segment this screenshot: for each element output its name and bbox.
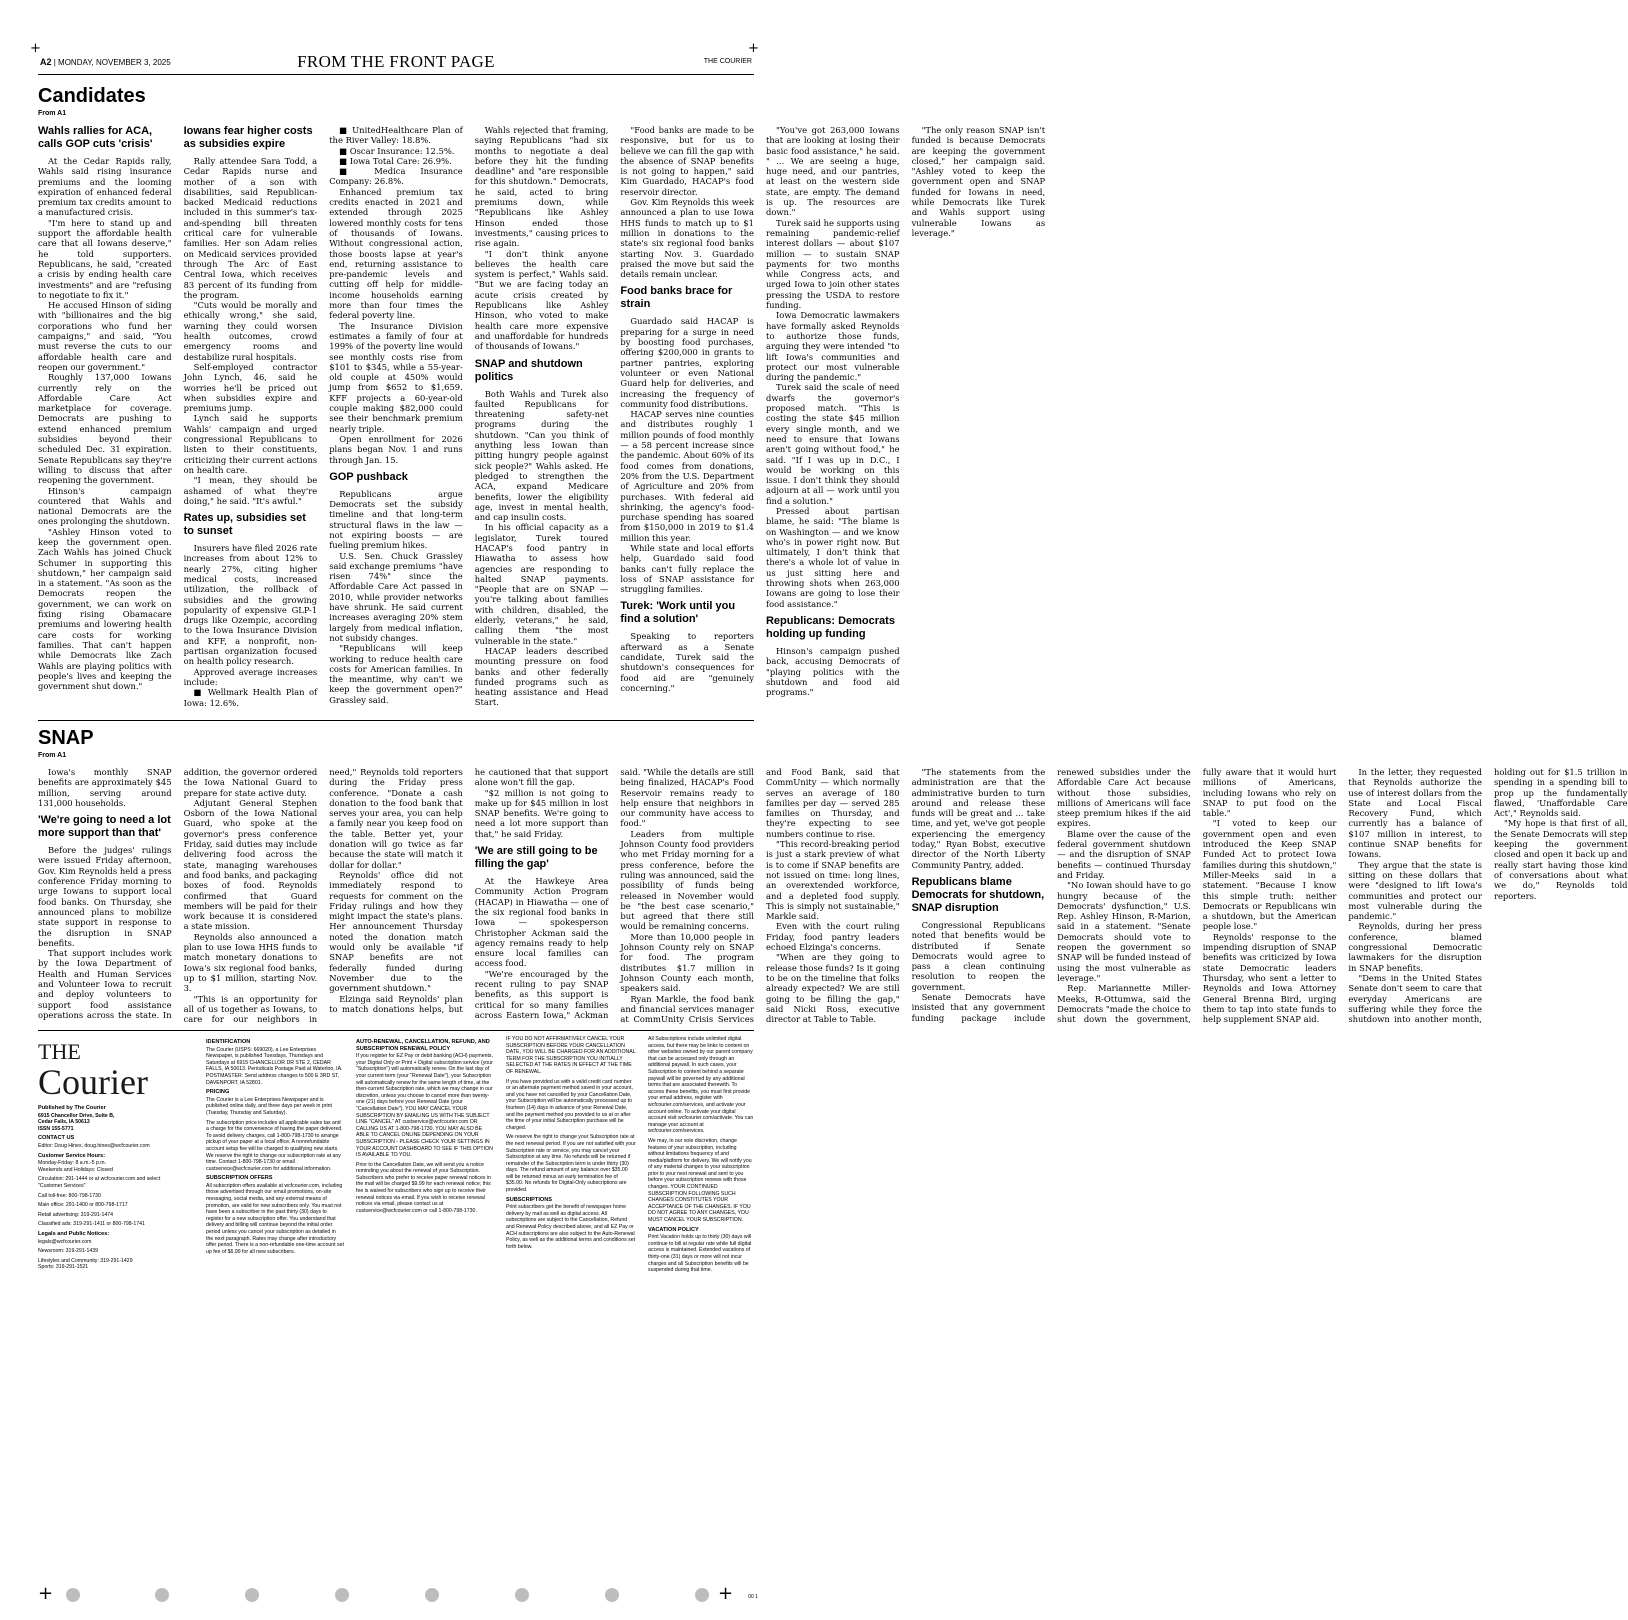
registration-dot [425,1588,439,1602]
paragraph: "I don't think anyone believes the health care system is perfect," Wahls said. "But we are facing today an acute crisis created by Republicans like Ashley Hinson, who voted to make health care more expensive and unaffordable for hundreds of thousands of Iowans." [474,248,609,352]
registration-dot [695,1588,709,1602]
paragraph: "My hope is that first of all, the Senate Democrats will step keeping the government closed and open it back up and really start having those kind of conversations about what we do," Reynolds told reporters. [1493,818,1628,901]
registration-dot [515,1588,529,1602]
renewal-column [506,1036,636,1253]
newsroom: Newsroom: 319-291-1439 [38,1248,98,1255]
header-left: A2 | MONDAY, NOVEMBER 3, 2025 [40,57,171,67]
paragraph: Iowa Democratic lawmakers have formally asked Reynolds to authorize those funds, arguing they were intended "to lift Iowa's communities and protect our most vulnerable during the pandemic." [765,310,900,383]
address: 6915 Chancellor Drive, Suite B, Cedar Falls, IA 50613 ISSN 155-5771 [38,1112,115,1132]
paragraph: "No Iowan should have to go hungry because of the Democrats' dysfunction," U.S. Rep. Ashley Hinson, R-Marion, said in a statement. "Senate Democrats should vote to reopen the government so SNAP will be funded instead of using the most vulnerable as leverage." [1057,880,1191,983]
subhead: Rates up, subsidies set to sunset [183,512,306,538]
paragraph: Self-employed contractor John Lynch, 46, said he worries he'll be priced out when subsidies expire and premiums jump. [183,361,318,414]
paragraph: In the letter, they requested that Reynolds authorize the use of interest dollars from the State and Local Fiscal Recovery Fund, which currently has a balance of $107 million in interest, to continue SNAP benefits for Iowans. [1348,767,1482,860]
subscriptions-text: Print subscribers get the benefit of newspaper home delivery by mail as well as digital access. All subscriptions are subject to the Cancellation, Refund and Renewal Policy described above, and all EZ Pay or ACH subscriptions are also subject to the Auto-Renewal Policy, as well as the additional terms and conditions set forth below. [506,1204,636,1250]
vacation-text: Print Vacation holds up to thirty (30) days will continue to bill at regular rate while full digital access is maintained. Extended vacations of thirty-one (31) days or more will not incur charges and all Subscription benefits will be suspended during that time. [648,1234,752,1274]
paragraph: "We're encouraged by the recent ruling to pay SNAP benefits, as this support is critical for so many families across Eastern Iowa," Ackman said. "While the details are still being finalized, HACAP's Food Reservoir remains ready to help ensure that neighbors in our community have access to food." [474,767,754,1020]
paragraph: Lynch said he supports Wahls' campaign and urged congressional Republicans to listen to their constituents, criticizing their current actions on health care. [183,413,318,475]
paragraph: Republicans argue Democrats set the subsidy timeline and that long-term structural flaws in the law — not expiring boosts — are fueling premium hikes. [329,488,463,551]
lifestyles: Lifestyles and Community: 319-291-1429 Sports: 319-291-1521 [38,1257,133,1271]
candidates-story [38,84,1046,714]
paragraph: "This is an opportunity for all of us together as Iowans, to care for our neighbors in need," Reynolds told reporters during the Friday press conference. "Donate a cash donation to the food bank that serves your area, you can help a family near you keep food on the table. Better yet, your donation will go twice as far because the state will match it dollar for dollar." [183,767,463,1025]
paragraph: "You've got 263,000 Iowans that are looking at losing their basic food assistance," he said. " ... We are seeing a huge, huge need, and our pantries, at least on the western side state, are empty. The demand is up. The resources are down." [765,125,900,218]
paragraph: Both Wahls and Turek also faulted Republicans for threatening safety-net programs during the shutdown. "Can you think of anything less Iowan than pitting hungry people against sick people?" Wahls asked. He pledged to strengthen the ACA, expand Medicare benefits, lower the eligibility age, invest in mental health, and cap insulin costs. [474,388,609,523]
pricing-text: The subscription price includes all applicable sales tax and a charge for the convenience of having the paper delivered. To avoid delivery charges, call 1-800-798-1730 to arrange pickup of your paper at a local office. A nonrefundable account setup fee will be charged to qualifying new starts. We reserve the right to change our subscription rate at any time. Contact 1-800-798-1730 or email custservice@wcfcourier.com for additional information. [206,1119,343,1172]
paragraph: Congressional Republicans noted that benefits would be distributed if Senate Democrats would agree to pass a clean continuing resolution to reopen the government. [911,919,1046,992]
paragraph: Turek said he supports using remaining pandemic-relief interest dollars — about $107 million — to sustain SNAP payments for two months while Congress acts, and urged Iowa to join other states pressing the USDA to restore funding. [765,217,900,311]
paragraph: Senate Democrats have insisted that any government funding package include renewed subsidies under the Affordable Care Act because without those subsidies, millions of Americans will face steep premium hikes if the aid expires. [911,767,1191,1023]
offers-heading: SUBSCRIPTION OFFERS [206,1175,273,1182]
paragraph: The Insurance Division estimates a family of four at 199% of the poverty line would see monthly costs rise from $101 to $345, while a 55-year-old couple at 450% would jump from $652 to $1,659. KFF projects a 60-year-old couple making $82,000 could see their benchmark premium nearly triple. [329,320,463,434]
paragraph: "I voted to keep our government open and even introduced the Keep SNAP Funded Act to protect Iowa families during this shutdown," Miller-Meeks said in a statement. "Because I know this simple truth: neither Democrats or Republicans win a shutdown, but the American people lose." [1202,818,1337,932]
paragraph: Rally attendee Sara Todd, a Cedar Rapids nurse and mother of a son with disabilities, said Republican-backed Medicaid reductions included in this summer's tax-and-spending bill threaten critical care for vulnerable families. Her son Adam relies on Medicaid services provided through The Arc of East Central Iowa, which receives 83 percent of its funding from the program. [183,156,318,300]
paragraph: Roughly 137,000 Iowans currently rely on the Affordable Care Act marketplace for coverage. Democrats are pushing to extend enhanced premium subsidies beyond their scheduled Dec. 31 expiration. Senate Republicans say they're willing to discuss that after reopening the government. [38,372,172,486]
legals-email: legals@wcfcourier.com [38,1238,92,1245]
section-title: FROM THE FRONT PAGE [297,52,495,71]
paragraph: Approved average increases include: [183,666,318,687]
bullet-item: ■ UnitedHealthcare Plan of the River Valley: 18.8%. [329,125,463,146]
paragraph: Wahls rejected that framing, saying Republicans "had six months to negotiate a deal before they hit the funding deadline" and "are responsible for this shutdown." Democrats, he said, acted to bring premiums down, while "Republicans like Ashley Hinson ended those investments," causing prices to rise again. [474,125,609,249]
auto-renewal-text: Prior to the Cancellation Date, we will send you a notice reminding you about the renewal of your Subscription. Subscribers who prefer to receive paper renewal notices in the mail will be charged $9.99 for each renewal notice; this fee is waived for subscribers who sign up to receive their renewal notices via email. If you wish to receive renewal notices via email, please contact us at custservice@wcfcourier.com or call 1-800-798-1730. [356,1161,491,1214]
renewal-text: We reserve the right to change your Subscription rate at the next renewal period. If you are not satisfied with your Subscription rate or service, you may cancel your Subscription at any time. No refunds will be returned if remainder of the Subscription term is under thirty (30) days. The refund amount of any balance over $35.00 will be returned minus an early termination fee of $35.00. No refunds for Digital-Only subscriptions are provided. [506,1134,636,1194]
ident-text: The Courier (USPS: 669020), a Lee Enterprises Newspaper, is published Tuesdays, Thursdays and Saturdays at 6915 CHANCELLOR DR STE 2, CEDAR FALLS, IA 50613. Periodicals Postage Paid at Waterloo, IA. POSTMASTER: Send address changes to 500 E 3RD ST, DAVENPORT, IA 52801. [206,1046,343,1086]
paragraph: More than 10,000 people in Johnson County rely on SNAP for food. The program distributes $1.7 million in Johnson County each month, speakers said. [620,931,754,994]
paragraph: "Ashley Hinson voted to keep the government open. Zach Wahls has joined Chuck Schumer in supporting this shutdown," her campaign said in a statement. "As soon as the Democrats reopen the government, we can work on fixing rising Obamacare premiums and lowering health care costs for working families. That can't happen while Democrats like Zach Wahls are playing politics with people's lives and keeping the government shut down." [38,526,172,692]
paragraph: "The only reason SNAP isn't funded is because Democrats are keeping the government closed," her campaign said. "Ashley voted to keep the government open and SNAP funded for Iowans in need, while Democrats like Turek and Wahls support using vulnerable Iowans as leverage." [911,125,1046,238]
paragraph: "I mean, they should be ashamed of what they're doing," he said. "It's awful." [183,475,318,506]
header-date: MONDAY, NOVEMBER 3, 2025 [58,58,171,67]
paragraph: Reynolds' office did not immediately respond to requests for comment on the Friday rulings and how they might impact the state's plans. Her announcement Thursday noted the donation match would only be available "if SNAP benefits are not federally funded during November due to the government shutdown." [329,869,463,994]
subhead: Wahls rallies for ACA, calls GOP cuts 'crisis' [38,125,153,150]
paragraph: Blame over the cause of the federal government shutdown — and the disruption of SNAP benefits — continued Thursday and Friday. [1057,828,1191,880]
subhead: Food banks brace for strain [620,285,733,311]
subhead: Turek: 'Work until you find a solution' [620,600,736,626]
paragraph: "When are they going to release those funds? Is it going to be on the timeline that folks already expected? We are still going to be filling the gap," said Nicki Ross, executive director at Table to Table. [765,952,900,1025]
paragraph: "The statements from the administration are that the administrative burden to turn around and release these funds will be great and ... take time, and yet, we've got people experiencing the emergency today," Ryan Bobst, executive director of the North Liberty Community Pantry, added. [911,767,1046,870]
paragraph: U.S. Sen. Chuck Grassley said exchange premiums "have risen 74%" since the Affordable Care Act passed in 2010, while provider networks have shrunk. He said current increases averaging 20% stem largely from medical inflation, not subsidy changes. [329,550,463,643]
paragraph: That support includes work by the Iowa Department of Health and Human Services and Volunteer Iowa to recruit and deploy volunteers to support food assistance operations across the state. In addition, the governor ordered the Iowa National Guard to prepare for state active duty. [38,767,318,1020]
paragraph: In his official capacity as a legislator, Turek toured HACAP's food pantry in Hiawatha to assess how agencies are responding to halted SNAP payments. "People that are on SNAP — you're talking about families with children, disabled, the elderly, veterans," he said, calling them "the most vulnerable in the state." [474,522,609,646]
paragraph: Elzinga said Reynolds' plan to match donations helps, but he cautioned that that support alone won't fill the gap. [329,767,609,1014]
registration-dot [335,1588,349,1602]
paragraph: While state and local efforts help, Guardado said food banks can't fully replace the loss of SNAP assistance for struggling families. [620,542,754,595]
paragraph: "Cuts would be morally and ethically wrong," she said, warning they could worsen health outcomes, crowd emergency rooms and destabilize rural hospitals. [183,300,318,362]
classified-ads: Classified ads: 319-291-1411 or 800-798-1741 [38,1221,145,1228]
paragraph: "Dems in the United States Senate don't seem to care that everyday Americans are suffering while they force the shutdown into another month, holding out for $1.5 trillion in spending in a spending bill to prop up the fundamentally flawed, 'Unaffordable Care Act'," Reynolds said. [1348,767,1628,1025]
cs-hours: Monday-Friday: 8 a.m.-5 p.m. Weekends and Holidays: Closed [38,1160,113,1173]
paragraph: Enhanced premium tax credits enacted in 2021 and extended through 2025 lowered monthly costs for tens of thousands of Iowans. Without congressional action, those boosts lapse at year's end, returning assistance to pre-pandemic levels and cutting off help for middle-income households earning more than four times the federal poverty line. [329,186,463,321]
candidates-columns [38,125,1046,710]
retail-ads: Retail advertising: 319-291-1474 [38,1211,113,1218]
paragraph: He accused Hinson of siding with "billionaires and the big corporations who fund her campaigns," and said, "You must reverse the cuts to our affordable health care and reopen our government." [38,300,172,372]
footer-divider [38,1030,754,1031]
paragraph: Guardado said HACAP is preparing for a surge in need by boosting food purchases, offering $200,000 in grants to partner pantries, exploring volunteer or even National Guard help for deliveries, and increasing the frequency of community food distributions. [620,316,754,409]
registration-dot [66,1588,80,1602]
courier-logo: THE Courier [38,1039,148,1102]
subhead: GOP pushback [329,470,408,483]
subhead: Republicans: Democrats holding up funding [765,614,895,640]
subhead: 'We are still going to be filling the gap' [474,845,598,871]
registration-dot [155,1588,169,1602]
paragraph: "Republicans will keep working to reduce health care costs for American families. In the meantime, why can't we keep the government open?" Grassley said. [329,643,463,705]
subhead: SNAP and shutdown politics [474,357,583,383]
registration-mark-top-left: + [30,41,41,56]
vacation-heading: VACATION POLICY [648,1226,699,1233]
paragraph: Reynolds also announced a plan to use Iowa HHS funds to match monetary donations to Iowa's six regional food banks, up to $1 million, starting Nov. 3. [183,931,318,994]
toll-free: Call toll-free: 800-798-1730 [38,1192,101,1199]
pricing-text: The Courier is a Lee Enterprises Newspaper and is published online daily, and three days per week in print (Tuesday, Thursday and Saturday). [206,1096,332,1116]
paragraph: Pressed about partisan blame, he said: "The blame is on Washington — and we know who's in power right now. But ultimately, I don't think that there's a whole lot of value in us just sitting here and throwing shots when 263,000 Iowans are going to lose their food assistance." [765,505,900,609]
subscriptions-text: We may, in our sole discretion, change features of your subscription, including without limitations frequency of and media/platform for delivery. We will notify you of any material changes to your subscription prior to your next renewal and sent to you before your subscription renews with those changes. YOUR CONTINUED SUBSCRIPTION FOLLOWING SUCH CHANGES CONSTITUTES YOUR ACCEPTANCE OF THE CHANGES. IF YOU DO NOT AGREE TO ANY CHANGES, YOU MUST CANCEL YOUR SUBSCRIPTION. [648,1137,752,1224]
circulation: Circulation: 291-1444 or at wcfcourier.com and select "Customer Services" [38,1176,161,1189]
paragraph: They argue that the state is sitting on these dollars that were "designed to lift Iowa's communities and protect our most vulnerable during the pandemic." [1348,859,1482,922]
snap-story [38,726,1628,1026]
paragraph: At the Cedar Rapids rally, Wahls said rising insurance premiums and the looming expiration of enhanced federal premium tax credits amount to a manufactured crisis. [38,156,172,218]
paragraph: Speaking to reporters afterward as a Senate candidate, Turek said the shutdown's consequences for food aid are "genuinely concerning." [620,631,754,693]
paragraph: Adjutant General Stephen Osborn of the Iowa National Guard, who spoke at the governor's press conference Friday, said duties may include delivering food across the state, managing warehouses and food banks, and packaging boxes of food. Reynolds confirmed that Guard members will be paid for their work because it is considered a state mission. [183,797,318,932]
registration-mark-top-right: + [748,41,759,56]
paragraph: Insurers have filed 2026 rate increases from about 12% to nearly 27%, citing higher medical costs, increased utilization, the rollback of subsidies and the growing popularity of expensive GLP-1 drugs like Ozempic, according to the Iowa Insurance Division and KFF, a nonprofit, non-partisan organization focused on health policy research. [183,543,318,667]
bullet-item: ■ Oscar Insurance: 12.5%. [339,145,455,156]
contact-heading: CONTACT US [38,1135,75,1142]
paragraph: Hinson's campaign pushed back, accusing Democrats of "playing politics with the shutdown and food aid programs." [765,645,900,698]
main-office: Main office: 291-1400 or 800-798-1717 [38,1202,128,1209]
registration-mark-bottom-left: + [38,1583,54,1604]
masthead-footer [38,1036,754,1576]
subhead: 'We're going to need a lot more support than that' [38,814,171,840]
paragraph: Turek said the scale of need dwarfs the governor's proposed match. "This is costing the state $45 million every single month, and we need to ensure that Iowans aren't going without food," he said. "If I was up in D.C., I would be working on this issue. I don't think they should adjourn at all — work until you find a solution." [765,382,900,506]
page-header [38,52,754,75]
paragraph: Leaders from multiple Johnson County food providers who met Friday morning for a press conference, before the ruling was announced, said the possibility of funds being released in November would be "the best case scenario," but agreed that there still would be remaining concerns. [620,828,754,932]
policy-column [648,1036,754,1277]
contact-column [38,1036,168,1274]
paragraph: "I'm here to stand up and support the affordable health care that all Iowans deserve," he told supporters. Republicans, he said, "created a crisis by ending health care investments" and are "refusing to negotiate to fix it." [38,217,172,300]
bullet-item: ■ Medica Insurance Company: 26.8%. [329,166,463,187]
story-divider [38,720,754,721]
paragraph: At the Hawkeye Area Community Action Program (HACAP) in Hiawatha — one of the six regional food banks in Iowa — spokesperson Christopher Ackman said the agency remains ready to help ensure local families can access food. [474,876,609,969]
registration-dot [605,1588,619,1602]
paragraph: Even with the court ruling Friday, food pantry leaders echoed Elzinga's concerns. [765,921,900,953]
paragraph: HACAP leaders described mounting pressure on food banks and other federally funded programs such as heating assistance and Head Start. [474,645,609,708]
offers-text: All subscription offers available at wcfcourier.com, including those advertised through our email promotions, on-site messaging, social media, and any external means of promotion, are valid for new subscribers only. You must not have been a subscriber in the past thirty (30) days to register for a new subscription offer. You understand that delivery and billing will continue beyond the initial order period unless you cancel your subscription as detailed in the next paragraph. Rates may change after introductory offer period. There is a non-refundable one-time account set up fee of $6.99 for all new subscribers. [206,1182,344,1255]
snap-headline: SNAP [38,727,94,749]
snap-columns [38,767,1628,1029]
bullet-item: ■ Iowa Total Care: 26.9%. [339,155,452,166]
renewal-text: If you have provided us with a valid credit card number or an alternate payment method saved in your account, and you have not cancelled by your Cancellation Date, your Subscription will be automatically processed up to fourteen (14) days in advance of your Renewal Date, and the payment method you provided to us at or after the time of your initial Subscription purchase will be charged. [506,1078,633,1131]
paragraph: "Food banks are made to be responsive, but for us to believe we can fill the gap with the absence of SNAP benefits is not going to happen," said Kim Guardado, HACAP's food reservoir director. [620,125,754,197]
jump-label: From A1 [38,752,67,759]
paragraph: Rep. Mariannette Miller-Meeks, R-Ottumwa, said the Democrats "made the choice to shut down the government, fully aware that it would hurt millions of Americans, including Iowans who rely on SNAP to put food on the table." [1057,767,1337,1025]
paragraph: "$2 million is not going to make up for $45 million in lost SNAP benefits. We're going to need a lot more support than that," he said Friday. [474,787,609,839]
paragraph: "This record-breaking period is just a stark preview of what is to come if SNAP benefits are not issued on time: long lines, an overextended workforce, and a depleted food supply. This is simply not sustainable," Markle said. [765,839,900,922]
paragraph: Gov. Kim Reynolds this week announced a plan to use Iowa HHS funds to match up to $1 million in donations to the state's six regional food banks starting Nov. 3. Guardado praised the move but said the details remain unclear. [620,197,754,280]
ident-heading: IDENTIFICATION [206,1039,251,1045]
pricing-heading: PRICING [206,1089,230,1096]
paragraph: Before the judges' rulings were issued Friday afternoon, Gov. Kim Reynolds held a press conference Friday morning to urge Iowans to support local food banks. On Thursday, she announced plans to mobilize state support in response to the disruption in SNAP benefits. [38,845,172,948]
page-label: A2 [40,57,52,67]
auto-renewal-column [356,1036,494,1217]
page-number: 00 1 [748,1594,758,1600]
jump-label: From A1 [38,110,67,117]
paragraph: Hinson's campaign countered that Wahls and national Democrats are the ones prolonging the shutdown. [38,485,172,527]
renewal-text: IF YOU DO NOT AFFIRMATIVELY CANCEL YOUR SUBSCRIPTION BEFORE YOUR CANCELLATION DATE, YOU WILL BE CHARGED FOR AN ADDITIONAL TERM FOR THE SUBSCRIPTION YOU INITIALLY SELECTED AT THE RATES IN EFFECT AT THE TIME OF RENEWAL. [506,1036,636,1075]
paragraph: HACAP serves nine counties and distributes roughly 1 million pounds of food monthly — a 58 percent increase since the pandemic. About 60% of its food comes from donations, 20% from the U.S. Department of Agriculture and 20% from purchases. With federal aid shrinking, the agency's food-purchase spending has soared from $150,000 in 2019 to $1.4 million this year. [620,409,754,543]
identification-column [206,1036,344,1258]
subscriptions-heading: SUBSCRIPTIONS [506,1196,552,1203]
published-by: Published by The Courier [38,1105,106,1111]
subhead: Republicans blame Democrats for shutdown, SNAP disruption [911,875,1045,914]
cs-heading: Customer Service Hours: [38,1152,106,1159]
paragraph: Reynolds' response to the impending disruption of SNAP benefits was criticized by Iowa state Democratic leaders Thursday, who sent a letter to Reynolds and Iowa Attorney General Brenna Bird, urging them to tap into state funds to help supplement SNAP aid. [1202,931,1337,1025]
paragraph: Iowa's monthly SNAP benefits are approximately $45 million, serving around 131,000 households. [38,767,172,808]
paragraph: Ryan Markle, the food bank and financial services manager at CommUnity Crisis Services and Food Bank, said that CommUnity — which normally serves an average of 180 families per day — served 285 families on Thursday, and they're expecting to see numbers continue to rise. [620,767,900,1025]
registration-dots [0,1585,792,1607]
auto-renewal-heading: AUTO-RENEWAL, CANCELLATION, REFUND, AND SUBSCRIPTION RENEWAL POLICY [356,1039,490,1052]
header-paper-name: THE COURIER [703,58,752,65]
subhead: Iowans fear higher costs as subsidies expire [183,125,313,150]
paragraph: Open enrollment for 2026 plans began Nov. 1 and runs through Jan. 15. [329,433,463,465]
candidates-headline: Candidates [38,85,146,107]
registration-mark-bottom-right: + [718,1583,734,1604]
bullet-item: ■ Wellmark Health Plan of Iowa: 12.6%. [183,687,318,708]
editor-contact: Editor: Doug Hines, doug.hines@wcfcourier.com [38,1142,150,1149]
paragraph: Reynolds, during her press conference, blamed congressional Democratic lawmakers for the disruption in SNAP benefits. [1348,921,1482,973]
registration-dot [245,1588,259,1602]
subscriptions-text: All Subscriptions include unlimited digital access, but there may be links to content on other websites owned by our parent company that can be accessed only through an additional paywall. In such cases, your Subscription to content behind a separate paywall will be governed by any additional terms that are associated therewith. To access these benefits, you must first provide your email address, register with wcfcourier.com/services, and activate your account online. To activate your digital account visit wcfcourier.com/activate. You can manage your account at wcfcourier.com/services. [648,1036,754,1135]
auto-renewal-text: If you register for EZ Pay or debit banking (ACH) payments, your Digital Only or Print + Digital subscription service (your "Subscription") will automatically renew. On the last day of your current term (your "Renewal Date"), your Subscription will automatically renew for the same length of time, at the then-current Subscription rate, which we may change in our discretion, unless you choose to cancel more than twenty-one (21) days before your Renewal Date (your "Cancellation Date"). YOU MAY CANCEL YOUR SUBSCRIPTION BY EMAILING US WITH THE SUBJECT LINE "CANCEL" AT custservice@wcfcourier.com OR CALLING US AT 1-800-798-1730. YOU MAY ALSO BE ABLE TO CANCEL ONLINE DEPENDING ON YOUR SUBSCRIPTION - PLEASE CHECK YOUR SETTINGS IN YOUR ACCOUNT DASHBOARD TO SEE IF THIS OPTION IS AVAILABLE TO YOU. [356,1053,493,1159]
legals-heading: Legals and Public Notices: [38,1230,110,1237]
